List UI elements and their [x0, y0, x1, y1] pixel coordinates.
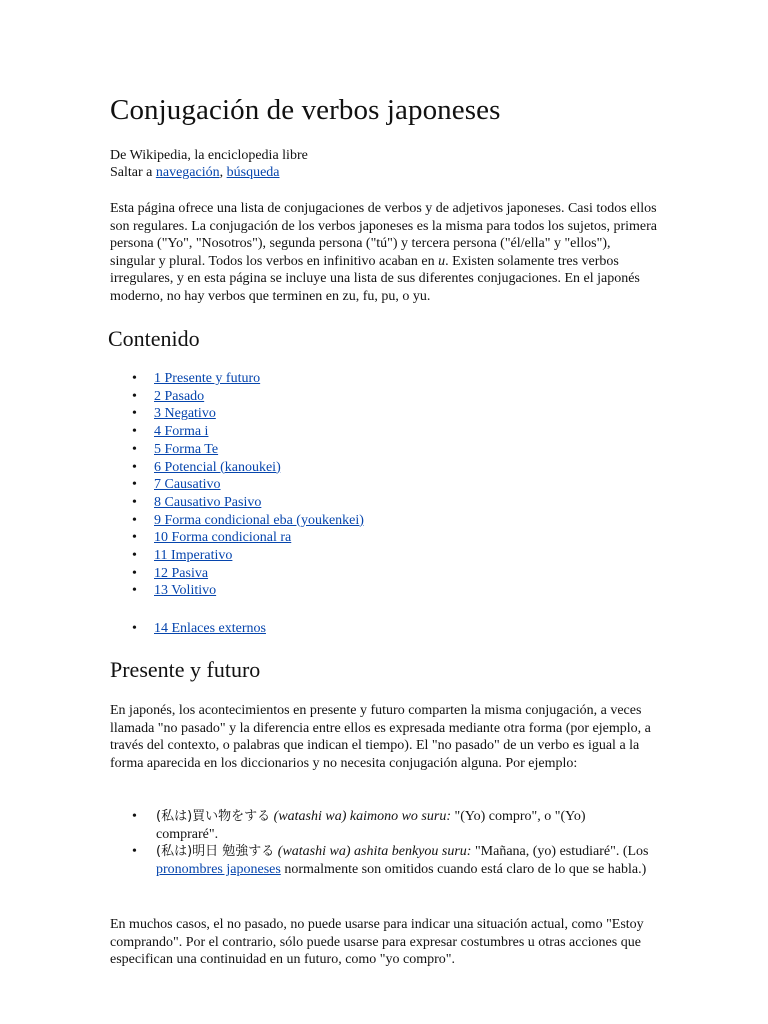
toc-link-2[interactable]: 2 Pasado — [154, 388, 205, 404]
intro-text-1: Esta página ofrece una lista de conjugaciones de verbos y de adjetivos japoneses. Casi todos ellos son regulares. La conjugación de los verbos japoneses es la misma para todos los sujetos, primera persona ("Yo", "Nosotros"), segunda persona ("tú") y tercera persona ("él/ella" y "ellos"), singular y plural. Todos los verbos en infinitivo acaban en — [110, 201, 658, 269]
toc-link-10[interactable]: 10 Forma condicional ra — [154, 530, 292, 546]
toc-list-extra — [110, 620, 266, 638]
example-item — [110, 843, 650, 878]
example-translation: "(Yo) compro", o "(Yo) compraré". — [156, 809, 586, 842]
toc-link-14[interactable]: 14 Enlaces externos — [154, 621, 266, 636]
example-translation: "Mañana, (yo) estudiaré". (Los — [471, 844, 649, 860]
toc-link-7[interactable]: 7 Causativo — [154, 477, 221, 493]
search-link[interactable]: búsqueda — [226, 165, 280, 180]
toc-item — [110, 370, 364, 388]
toc-link-11[interactable]: 11 Imperativo — [154, 548, 233, 564]
jump-links — [110, 164, 280, 181]
toc-link-1[interactable]: 1 Presente y futuro — [154, 371, 261, 386]
intro-u: u — [438, 253, 446, 269]
toc-item — [110, 547, 364, 565]
page-title: Conjugación de verbos japoneses — [110, 94, 501, 126]
toc-item — [110, 620, 266, 638]
toc-link-9[interactable]: 9 Forma condicional eba (youkenkei) — [154, 512, 364, 528]
toc-link-12[interactable]: 12 Pasiva — [154, 565, 209, 581]
example-note: normalmente son omitidos cuando está claro de lo que se habla.) — [280, 861, 647, 877]
example-japanese: (私は)買い物をする — [156, 809, 271, 824]
toc-link-4[interactable]: 4 Forma i — [154, 424, 209, 440]
example-romaji: (watashi wa) kaimono wo suru: — [273, 809, 451, 824]
from-line: De Wikipedia, la enciclopedia libre — [110, 148, 308, 163]
toc-item — [110, 565, 364, 583]
toc-link-5[interactable]: 5 Forma Te — [154, 441, 219, 457]
toc-item — [110, 529, 364, 547]
jump-separator: , — [219, 165, 227, 180]
toc-item — [110, 476, 364, 494]
toc-link-6[interactable]: 6 Potencial (kanoukei) — [154, 459, 281, 475]
toc-list — [110, 370, 364, 600]
intro-paragraph — [110, 200, 658, 306]
toc-link-13[interactable]: 13 Volitivo — [154, 583, 217, 599]
toc-item — [110, 494, 364, 512]
toc-item — [110, 441, 364, 459]
jump-prefix: Saltar a — [110, 165, 156, 180]
toc-item — [110, 405, 364, 423]
section-heading-presente: Presente y futuro — [110, 657, 261, 682]
toc-link-3[interactable]: 3 Negativo — [154, 406, 216, 422]
toc-link-8[interactable]: 8 Causativo Pasivo — [154, 494, 262, 510]
section-paragraph-2: En muchos casos, el no pasado, no puede usarse para indicar una situación actual, como "Estoy comprando". Por el contrario, sólo puede usarse para expresar costumbres u otras acciones que especifican una continuidad en un futuro, como "yo compro". — [110, 917, 644, 968]
example-romaji: (watashi wa) ashita benkyou suru: — [277, 844, 472, 860]
toc-item — [110, 582, 364, 600]
toc-item — [110, 388, 364, 406]
toc-item — [110, 512, 364, 530]
toc-heading: Contenido — [108, 326, 200, 351]
toc-item — [110, 459, 364, 477]
navigation-link[interactable]: navegación — [155, 165, 220, 180]
toc-item — [110, 423, 364, 441]
intro-text-2: . Existen solamente tres verbos irregulares, y en esta página se incluye una lista de sus diferentes conjugaciones. En el japonés moderno, no hay verbos que terminen en zu, fu, pu, o yu. — [110, 253, 640, 304]
example-japanese: (私は)明日 勉強する — [156, 844, 275, 860]
section-paragraph: En japonés, los acontecimientos en presente y futuro comparten la misma conjugación, a veces llamada "no pasado" y la diferencia entre ellos es expresada mediante otra forma (por ejemplo, a través del contexto, o palabras que indican el tiempo). El "no pasado" de un verbo es igual a la forma aparecida en los diccionarios y no necesita conjugación alguna. Por ejemplo: — [110, 703, 651, 771]
pronouns-link[interactable]: pronombres japoneses — [156, 861, 281, 877]
example-item — [110, 808, 650, 843]
examples-list — [110, 808, 650, 878]
